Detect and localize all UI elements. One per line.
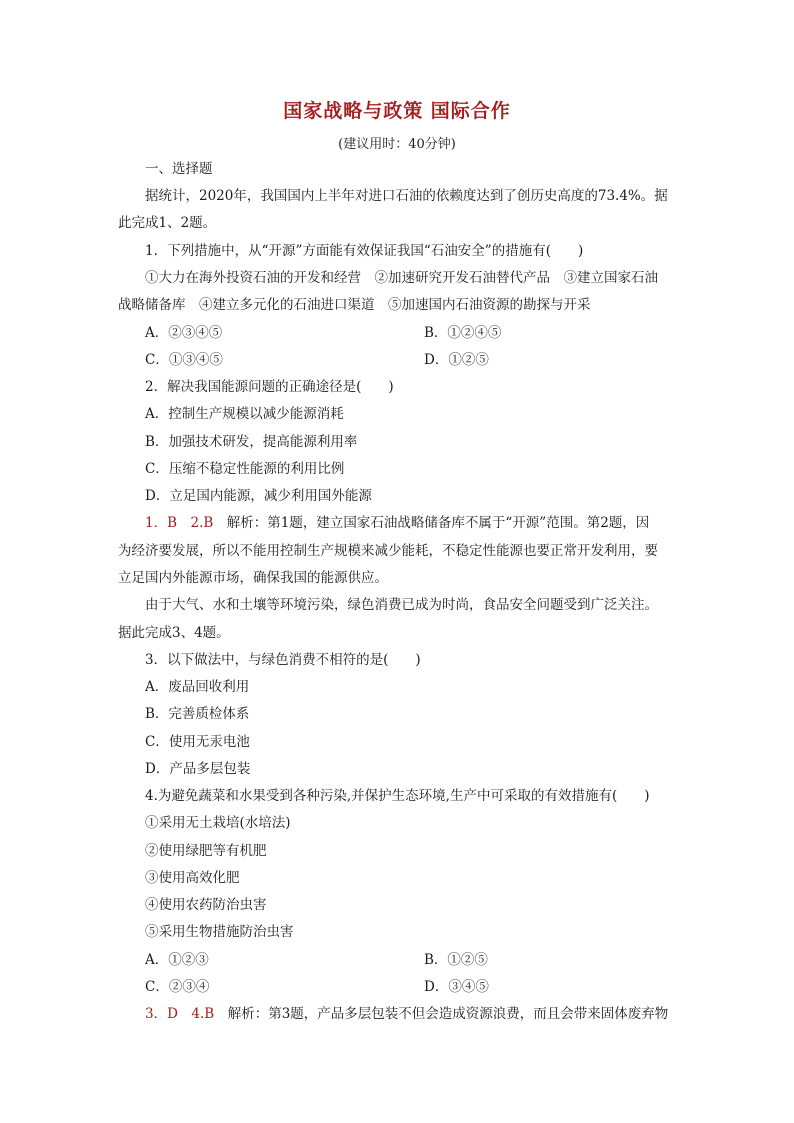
- q3-option-a: A．废品回收利用: [145, 679, 250, 695]
- time-suggestion: (建议用时：40分钟): [338, 137, 456, 152]
- q1-option-d: D．①②⑤: [424, 352, 489, 368]
- q4-option-d: D．③④⑤: [424, 979, 489, 995]
- analysis-text: 解析：第3题，产品多层包装不但会造成资源浪费，而且会带来固体废弃物: [214, 1006, 669, 1022]
- q1-list-line2: 战略储备库 ④建立多元化的石油进口渠道 ⑤加速国内石油资源的勘探与开采: [118, 297, 591, 313]
- q4-item-1: ①采用无土栽培(水培法): [145, 815, 291, 831]
- answer-1-2-line1: [145, 514, 649, 532]
- q4-item-4: ④使用农药防治虫害: [145, 897, 267, 913]
- q1-stem: 1．下列措施中，从“开源”方面能有效保证我国“石油安全”的措施有( ): [145, 243, 584, 259]
- answer-1-2-line3: 立足国内外能源市场，确保我国的能源供应。: [118, 570, 388, 586]
- q4-option-c: C．②③④: [145, 979, 210, 995]
- q1-option-c: C．①③④⑤: [145, 352, 223, 368]
- intro1-line1: 据统计，2020年，我国国内上半年对进口石油的依赖度达到了创历史高度的73.4%。据: [145, 188, 668, 204]
- intro2-line2: 据此完成3、4题。: [118, 625, 230, 641]
- q3-option-b: B．完善质检体系: [145, 706, 250, 722]
- answer-1-2-line2: 为经济要发展，所以不能用控制生产规模来减少能耗，不稳定性能源也要正常开发利用，要: [118, 543, 658, 559]
- q1-option-b: B．①②④⑤: [424, 325, 502, 341]
- q1-list-line1: ①大力在海外投资石油的开发和经营 ②加速研究开发石油替代产品 ③建立国家石油: [145, 270, 658, 286]
- q2-option-d: D．立足国内能源，减少利用国外能源: [145, 488, 372, 504]
- q4-item-5: ⑤采用生物措施防治虫害: [145, 924, 294, 940]
- q2-stem: 2．解决我国能源问题的正确途径是( ): [145, 379, 394, 395]
- q4-option-a: A．①②③: [145, 952, 209, 968]
- section-heading: 一、选择题: [145, 161, 213, 177]
- q3-stem: 3．以下做法中，与绿色消费不相符的是( ): [145, 652, 421, 668]
- intro1-line2: 此完成1、2题。: [118, 215, 217, 231]
- answer-key: 3．D 4.B: [145, 1006, 215, 1022]
- q1-option-a: A．②③④⑤: [145, 325, 223, 341]
- q3-option-c: C．使用无汞电池: [145, 734, 250, 750]
- intro2-line1: 由于大气、水和土壤等环境污染，绿色消费已成为时尚，食品安全问题受到广泛关注。: [145, 597, 658, 613]
- q4-option-b: B．①②⑤: [424, 952, 488, 968]
- q4-item-2: ②使用绿肥等有机肥: [145, 843, 267, 859]
- answer-3-4-line1: [145, 1005, 668, 1023]
- answer-key: 1．B 2.B: [145, 515, 214, 531]
- analysis-text: 解析：第1题，建立国家石油战略储备库不属于“开源”范围。第2题，因: [213, 515, 650, 531]
- q4-item-3: ③使用高效化肥: [145, 870, 240, 886]
- q2-option-b: B．加强技术研发，提高能源利用率: [145, 434, 358, 450]
- q2-option-a: A．控制生产规模以减少能源消耗: [145, 406, 344, 422]
- q4-stem: 4.为避免蔬菜和水果受到各种污染,并保护生态环境,生产中可采取的有效措施有( ): [145, 788, 650, 804]
- page-title: 国家战略与政策 国际合作: [283, 100, 511, 122]
- q3-option-d: D．产品多层包装: [145, 761, 251, 777]
- q2-option-c: C．压缩不稳定性能源的利用比例: [145, 461, 345, 477]
